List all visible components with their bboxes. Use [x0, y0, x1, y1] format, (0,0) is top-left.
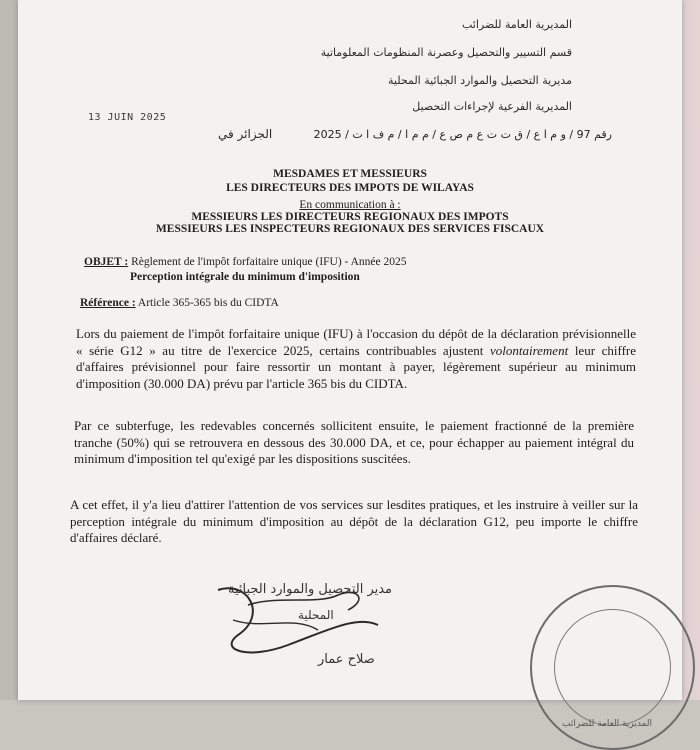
- signature-subtitle: المحلية: [298, 608, 334, 622]
- paragraph-1-start: Lors du paiement de l'impôt forfaitaire unique (IFU) à l'occasion du dépôt de la déclaration prévisionnelle « série G12 » au titre de l'exercice 2025, certains contribuables ajustent: [76, 326, 636, 358]
- stamp-inner-ring: [554, 609, 671, 726]
- reference-line: [80, 297, 279, 309]
- official-stamp: [530, 585, 695, 750]
- header-line-1: المديرية العامة للضرائب: [462, 18, 572, 31]
- addressee-line-1: MESDAMES ET MESSIEURS: [273, 168, 427, 180]
- stamp-text: المديرية العامة للضرائب: [562, 719, 652, 729]
- signature-name: صلاح عمار: [318, 652, 375, 667]
- reference-text: Article 365-365 bis du CIDTA: [137, 297, 279, 309]
- paragraph-1-end: leur chiffre d'affaires prévisionnel pour faire ressortir un montant à payer, légèrement supérieur au minimum d'imposition (30.000 DA) prévu par l'article 365 bis du CIDTA.: [76, 342, 637, 391]
- objet-line-2: Perception intégrale du minimum d'imposition: [130, 271, 360, 283]
- paragraph-2: Par ce subterfuge, les redevables concernés sollicitent ensuite, le paiement fractionné de la première tranche (50%) qui se retrouvera en dessous des 30.000 DA, et ce, pour échapper au paiement intégral du minimum d'imposition tel qu'exigé par les dispositions suscitées.: [74, 418, 634, 466]
- header-line-3: مديرية التحصيل والموارد الجبائية المحلية: [388, 74, 572, 87]
- objet-line-1: [84, 256, 407, 268]
- cc-label: En communication à :: [299, 199, 401, 211]
- objet-label: OBJET :: [84, 256, 129, 268]
- reference-number-arabic: رقم 97 / و م ا ع / ق ت ت ع م ص ع / م م ا / م ف ا ت / 2025: [313, 128, 612, 141]
- objet-text-1: Règlement de l'impôt forfaitaire unique (IFU) - Année 2025: [131, 256, 407, 268]
- cc-line-2: MESSIEURS LES INSPECTEURS REGIONAUX DES SERVICES FISCAUX: [155, 223, 545, 235]
- cc-line-1: MESSIEURS LES DIRECTEURS REGIONAUX DES IMPOTS: [191, 211, 509, 223]
- place-date-arabic: الجزائر في: [218, 127, 273, 141]
- signature-title: مدير التحصيل والموارد الجبائية: [228, 582, 393, 597]
- paragraph-1: [76, 326, 636, 392]
- paragraph-1-italic: volontairement: [489, 342, 569, 358]
- paragraph-3: A cet effet, il y'a lieu d'attirer l'attention de vos services sur lesdites pratiques, et les instruire à veiller sur la perception intégrale du minimum d'imposition au dépôt de la déclaration G12, peu importe le chiffre d'affaires déclaré.: [70, 497, 638, 545]
- date-stamp: 13 JUIN 2025: [88, 112, 167, 123]
- addressee-line-2: LES DIRECTEURS DES IMPOTS DE WILAYAS: [226, 182, 474, 194]
- handwritten-signature: [208, 575, 388, 665]
- header-line-2: قسم التسيير والتحصيل وعصرنة المنظومات المعلوماتية: [320, 46, 572, 59]
- header-line-4: المديرية الفرعية لإجراءات التحصيل: [412, 100, 572, 113]
- reference-label: Référence :: [80, 297, 136, 309]
